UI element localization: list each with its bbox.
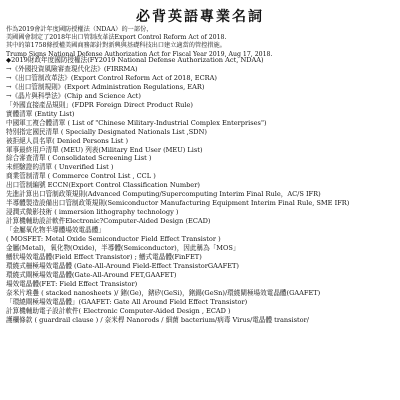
term-item: →《晶片與科學法》(Chip and Science Act) xyxy=(6,91,141,100)
term-item: 「外國直接產品規則」(FDPR Foreign Direct Product Rule) xyxy=(6,100,193,109)
term-item: 商業管制清單 ( Commerce Control List , CCL ) xyxy=(6,172,156,181)
intro-line: 作為2019會計年度國防授權法（NDAA）的一部份， xyxy=(6,26,153,33)
term-item: 「金屬氧化物半導體場效電晶體」 xyxy=(6,226,105,235)
intro-line: 其中的第1758條授權美國商務部針對新興與基礎科技出口建立適當的管控措施。 xyxy=(6,42,226,50)
term-item: ( MOSFET: Metal Oxide Semiconductor Field Effect Transistor ) xyxy=(6,235,221,244)
term-item: 被拒絕人員名單( Denied Persons List ) xyxy=(6,136,129,145)
term-item: 出口管制編號 ECCN(Export Control Classification Number) xyxy=(6,181,200,190)
term-item: 金屬(Metal)，氧化物(Oxide)，半導體(Semiconductor)，因此稱為「MOS」 xyxy=(6,244,240,253)
page-title: 必背英語專業名詞 xyxy=(136,9,264,25)
intro-line: 美國國會制定了2018年出口管制改革法Export Control Reform Act of 2018. xyxy=(6,34,227,42)
term-item: 浸潤式微影技術 ( immersion lithography technology ) xyxy=(6,208,179,217)
term-item: 中國軍工複合體清單 ( List of "Chinese Military-Industrial Complex Enterprises") xyxy=(6,118,267,127)
term-item: 特別指定國民清單 ( Specially Designated Nationals List ,SDN) xyxy=(6,127,207,136)
term-item: ◆2019財政年度國防授權法(FY2019 National Defense Authorization Act, NDAA) xyxy=(6,56,264,64)
term-item: 未經驗證的清單 ( Unverified List ) xyxy=(6,163,114,172)
term-item: 環繞式柵極場效電晶體 (Gate-All-Around Field-Effect TransistorGAAFET) xyxy=(6,261,239,270)
term-item: 護欄條款 ( guardrail clause ) / 奈米桿 Nanorods / 細菌 bacterium/病毒 Virus/電晶體 transistor/ xyxy=(6,315,310,324)
term-item: →《出口管制改革法》(Export Control Reform Act of 2018, ECRA) xyxy=(6,73,217,82)
term-item: →《外國投資風險審查現代化法》(FIRRMA) xyxy=(6,64,138,73)
terms-list xyxy=(6,56,394,325)
term-item: 鰭狀場效電晶體(Field Effect Transistor) ; 鰭式電晶體(FinFET) xyxy=(6,252,202,261)
term-item: 綜合審查清單 ( Consolidated Screening List ) xyxy=(6,154,152,163)
term-item: 先進計算出口管制政策規則(Advanced Computing/Supercomputing Interim Final Rule，AC/S IFR) xyxy=(6,190,321,199)
term-item: 軍事最終用戶清單 (MEU) 列表(Military End User (MEU) List) xyxy=(6,145,203,154)
term-item: 「環繞閘極場效電晶體」(GAAFET: Gate All Around Field Effect Transistor) xyxy=(6,297,248,306)
term-item: 奈米片堆疊 ( stacked nanosheets )/ 鍺(Ge)，鍺矽(GeSi)，鍺錫(GeSn)/環繞閘極場效電晶體(GAAFET) xyxy=(6,288,321,297)
term-item: 計算機輔助設計軟件Electronic?Computer-Aided Design (ECAD) xyxy=(6,217,211,226)
term-item: 計算機輔助電子設計軟件( Electronic Computer-Aided Design , ECAD ) xyxy=(6,306,231,315)
intro-line: Trump Signs National Defense Authorization Act for Fiscal Year 2019, Aug 17, 2018. xyxy=(6,50,273,58)
term-item: 實體清單 (Entity List) xyxy=(6,109,75,118)
intro-paragraph xyxy=(6,26,394,59)
term-item: 場效電晶體(FET: Field Effect Transistor) xyxy=(6,279,138,288)
term-item: →《出口管制規則》(Export Administration Regulations, EAR) xyxy=(6,82,205,91)
term-item: 半導體製造設備出口管制政策規則(Semiconductor Manufacturing Equipment Interim Final Rule, SME IFR) xyxy=(6,199,350,208)
term-item: 環繞式閘極場效電晶體(Gate-All-Around FET,GAAFET) xyxy=(6,270,177,279)
